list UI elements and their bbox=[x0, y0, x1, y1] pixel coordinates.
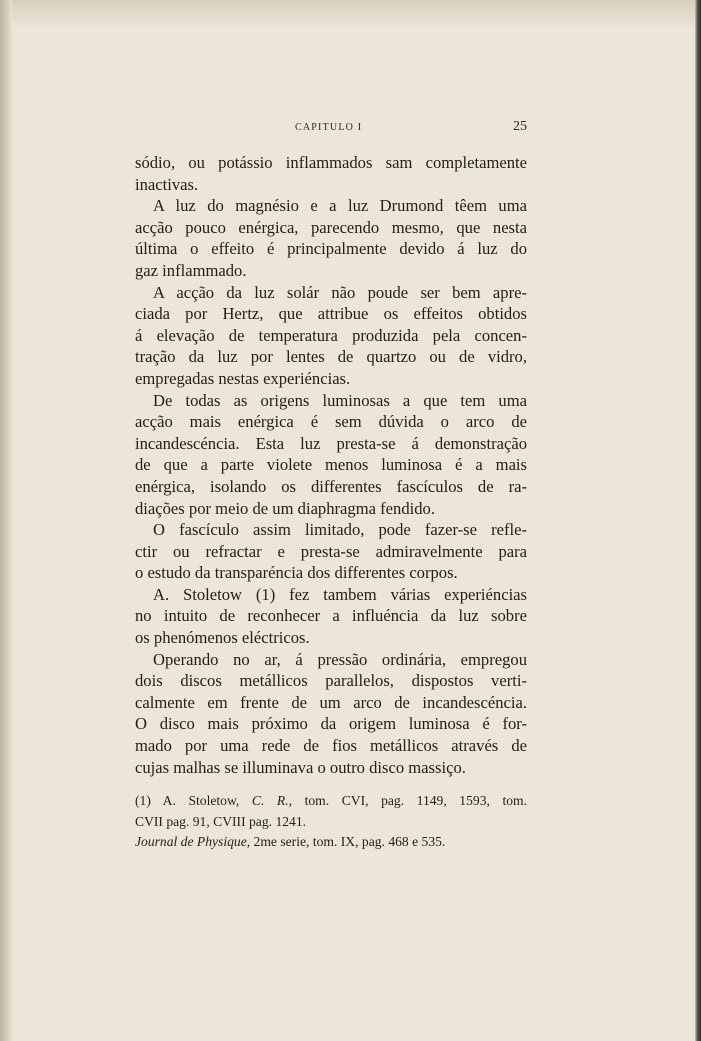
footnote-ref: (1) A. Stoletow, bbox=[135, 793, 252, 808]
text-line: A acção da luz solár não poude ser bem apre- bbox=[153, 282, 527, 302]
paragraph bbox=[135, 584, 527, 649]
text-line: O disco mais próximo da origem luminosa é for- bbox=[135, 714, 527, 734]
left-page-edge bbox=[0, 0, 12, 1041]
text-line: cujas malhas se illuminava o outro disco massiço. bbox=[135, 757, 466, 777]
text-line: enérgica, isolando os differentes fascículos de ra- bbox=[135, 476, 527, 496]
text-line: diações por meio de um diaphragma fendido. bbox=[135, 498, 435, 518]
running-head bbox=[135, 119, 527, 139]
text-line: dois discos metállicos parallelos, dispostos verti- bbox=[135, 671, 527, 691]
text-line: incandescéncia. Esta luz presta-se á demonstração bbox=[135, 433, 527, 453]
text-line: á elevação de temperatura produzida pela concen- bbox=[135, 325, 527, 345]
text-line: mado por uma rede de fios metállicos através de bbox=[135, 736, 527, 756]
paragraph bbox=[135, 519, 527, 584]
chapter-label: CAPITULO I bbox=[295, 122, 363, 133]
text-line: inactivas. bbox=[135, 174, 199, 194]
footnote-line bbox=[135, 832, 527, 853]
right-page-edge bbox=[695, 0, 701, 1041]
text-line: gaz inflammado. bbox=[135, 260, 247, 280]
footnote-line bbox=[135, 791, 527, 812]
footnotes bbox=[135, 791, 527, 853]
footnote-line: CVII pag. 91, CVIII pag. 1241. bbox=[135, 813, 307, 829]
text-line: o estudo da transparéncia dos differentes corpos. bbox=[135, 563, 458, 583]
text-line: última o effeito é principalmente devido á luz do bbox=[135, 239, 527, 259]
text-line: A luz do magnésio e a luz Drumond têem uma bbox=[153, 196, 527, 216]
text-line: De todas as origens luminosas a que tem uma bbox=[153, 390, 527, 410]
top-shadow bbox=[12, 0, 695, 30]
text-line: Operando no ar, á pressão ordinária, empregou bbox=[153, 649, 527, 669]
footnote-journal-abbrev: C. R., bbox=[251, 793, 293, 808]
paragraph bbox=[135, 282, 527, 390]
footnote-citation: 2me serie, tom. IX, pag. 468 e 535. bbox=[250, 834, 446, 849]
text-line: acção pouco enérgica, parecendo mesmo, que nesta bbox=[135, 217, 527, 237]
text-line: os phenómenos eléctricos. bbox=[135, 628, 310, 648]
text-line: ctir ou refractar e presta-se admiravelmente para bbox=[135, 541, 527, 561]
paragraph bbox=[135, 649, 527, 779]
text-line: O fascículo assim limitado, pode fazer-se refle- bbox=[153, 520, 527, 540]
text-line: calmente em frente de um arco de incandescéncia. bbox=[135, 692, 527, 712]
footnote-journal-title: Journal de Physique, bbox=[135, 834, 251, 849]
text-line: A. Stoletow (1) fez tambem várias experiéncias bbox=[153, 584, 527, 604]
text-line: sódio, ou potássio inflammados sam completamente bbox=[135, 153, 527, 172]
paragraph bbox=[135, 195, 527, 281]
text-line: acção mais enérgica é sem dúvida o arco de bbox=[135, 412, 527, 432]
body-text bbox=[135, 152, 527, 778]
text-line: tração da luz por lentes de quartzo ou de vidro, bbox=[135, 347, 527, 367]
text-line: no intuito de reconhecer a influéncia da luz sobre bbox=[135, 606, 527, 626]
text-line: ciada por Hertz, que attribue os effeitos obtidos bbox=[135, 304, 527, 324]
text-line: de que a parte violete menos luminosa é a mais bbox=[135, 455, 527, 475]
paragraph bbox=[135, 152, 527, 195]
text-line: empregadas nestas experiéncias. bbox=[135, 368, 351, 388]
paragraph bbox=[135, 390, 527, 520]
page-number: 25 bbox=[513, 119, 527, 134]
footnote-citation: tom. CVI, pag. 1149, 1593, tom. bbox=[292, 793, 528, 808]
